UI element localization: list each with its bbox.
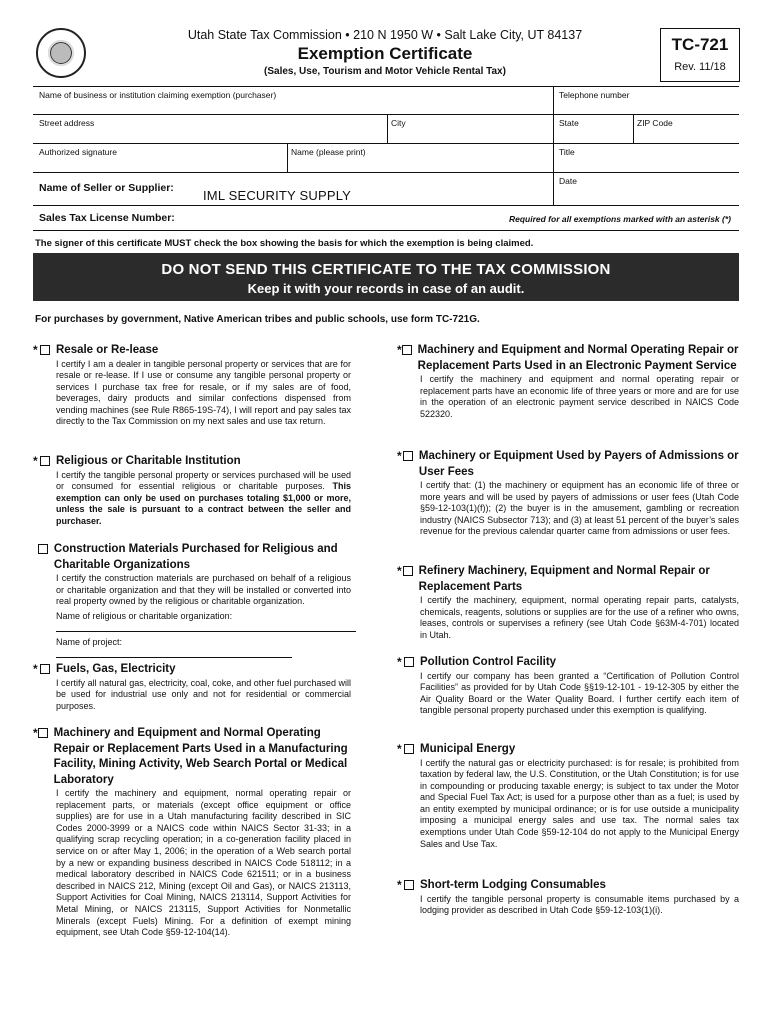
manufacturing-machinery-checkbox[interactable] <box>38 728 48 738</box>
section-body <box>56 470 351 528</box>
required-asterisk: * <box>33 454 38 468</box>
section-admissions-user-fees <box>397 449 739 538</box>
section-religious-charitable <box>33 454 351 527</box>
form-revision: Rev. 11/18 <box>674 61 726 73</box>
section-title: Machinery or Equipment Used by Payers of Admissions or User Fees <box>418 450 739 478</box>
zip-code-field[interactable]: ZIP Code <box>637 118 673 128</box>
section-electronic-payment <box>397 343 739 420</box>
section-body-text: I certify the tangible personal property or services purchased will be used or consumed for essential religious or charitable purposes. <box>56 469 351 492</box>
required-asterisk: * <box>397 564 402 578</box>
section-title: Construction Materials Purchased for Religious and Charitable Organizations <box>53 543 338 571</box>
section-title: Religious or Charitable Institution <box>56 455 241 467</box>
section-body: I certify I am a dealer in tangible personal property or services that are for resale or re-lease. If I use or consume any tangible personal property or services I purchase tax free for resale, or if my sales are of food, beverages, dairy products and similar confections dispensed from vending machines (see Rule R865-19S-74), I will report and pay sales tax directly to the Tax Commission on my next sales and use tax return. <box>56 358 351 427</box>
pollution-control-checkbox[interactable] <box>404 657 414 667</box>
purchaser-fields <box>33 86 739 231</box>
business-name-field[interactable]: Name of business or institution claiming exemption (purchaser) <box>39 90 277 100</box>
signer-instruction: The signer of this certificate MUST check the box showing the basis for which the exemption is being claimed. <box>35 238 534 249</box>
government-note: For purchases by government, Native American tribes and public schools, use form TC-721G. <box>35 314 480 325</box>
banner-sub-text: Keep it with your records in case of an audit. <box>247 281 525 296</box>
title-field[interactable]: Title <box>559 147 575 157</box>
required-asterisk: * <box>397 878 402 892</box>
section-title: Fuels, Gas, Electricity <box>56 663 176 675</box>
sales-tax-license-label[interactable]: Sales Tax License Number: <box>39 212 175 224</box>
authorized-signature-field[interactable]: Authorized signature <box>39 147 117 157</box>
section-body: I certify that: (1) the machinery or equipment has an economic life of three or more years and will be used by payers of admissions or user fees (Utah Code §59-12-103(1)(f)); (2) the buyer is in the amusement, gambling or recreation industry (NAICS Subsector 713); and (3) at least 51 percent of the buyer’s sales revenue for the previous calendar quarter came from admissions or user fees. <box>420 480 739 537</box>
project-name-row[interactable] <box>56 636 351 662</box>
city-field[interactable]: City <box>391 118 406 128</box>
seller-name-label: Name of Seller or Supplier: <box>39 182 174 194</box>
date-field[interactable]: Date <box>559 176 577 186</box>
section-body: I certify the machinery, equipment, normal operating repair parts, catalysts, chemicals, reagents, solutions or supplies are for the use of a refiner who owns, leases, controls or supervises a refinery (see Utah Code §63M-4-701) located in Utah. <box>420 595 739 640</box>
section-municipal-energy <box>397 742 739 850</box>
banner-main-text: DO NOT SEND THIS CERTIFICATE TO THE TAX COMMISSION <box>161 261 611 278</box>
section-body: I certify the machinery and equipment, normal operating repair or replacement parts, or materials (except office equipment or office supplies) are for use in a Utah manufacturing facility described in SIC Codes 2000-3999 or a NAICS code within NAICS Sector 31-33; in a qualifying scrap recycling operation; in a co-generation facility placed in service on or after May 1, 2006; in the operation of a Web search portal by a new or expanding business described in NAICS Code 518112; in a medical laboratory described in NAICS Code 621511; or in a business described in NAICS 212, Mining (except Oil and Gas), or NAICS 213113, Support Activities for Coal Mining, NAICS 213114, Support Activities for Metal Mining, or NAICS 213115, Support Activities for Nonmetallic Minerals (except Fuels) Mining. For a definition of exempt mining equipment, see Utah Code §59-12-104(14). <box>56 788 351 938</box>
refinery-checkbox[interactable] <box>403 566 413 576</box>
section-manufacturing-machinery <box>33 726 351 939</box>
admissions-user-fees-checkbox[interactable] <box>403 451 413 461</box>
section-title: Pollution Control Facility <box>420 656 557 668</box>
section-title: Machinery and Equipment and Normal Operating Repair or Replacement Parts Used in a Manufacturing Facility, Mining Activity, Web Search Portal or Medical Laboratory <box>53 727 348 786</box>
section-fuels-gas-electricity <box>33 662 351 712</box>
do-not-send-banner <box>33 253 739 301</box>
section-title: Short-term Lodging Consumables <box>420 879 606 891</box>
print-name-field[interactable]: Name (please print) <box>291 147 366 157</box>
required-asterisk: * <box>397 343 402 357</box>
telephone-field[interactable]: Telephone number <box>559 90 630 100</box>
required-asterisk: * <box>33 343 38 357</box>
section-body: I certify the construction materials are purchased on behalf of a religious or charitable organization and that they will be installed or converted into real property owned by the religious or charitable organization. <box>56 573 351 607</box>
state-field[interactable]: State <box>559 118 579 128</box>
required-asterisk: * <box>397 449 402 463</box>
religious-charitable-checkbox[interactable] <box>40 456 50 466</box>
section-body: I certify the tangible personal property is consumable items purchased by a lodging provider as described in Utah Code §59-12-103(1)(i). <box>420 893 739 916</box>
section-title: Refinery Machinery, Equipment and Normal Repair or Replacement Parts <box>418 565 710 593</box>
section-body-bold: This exemption can only be used on purchases totaling $1,000 or more, unless the sale is pursuant to a contract between the seller and purchaser. <box>56 481 351 526</box>
electronic-payment-checkbox[interactable] <box>402 345 412 355</box>
section-resale <box>33 343 351 428</box>
municipal-energy-checkbox[interactable] <box>404 744 414 754</box>
form-number-box <box>660 28 740 82</box>
organization-name-line[interactable] <box>56 623 351 636</box>
fuels-gas-electricity-checkbox[interactable] <box>40 664 50 674</box>
section-short-term-lodging <box>397 878 739 917</box>
short-term-lodging-checkbox[interactable] <box>404 880 414 890</box>
section-construction-materials <box>33 542 351 662</box>
required-note: Required for all exemptions marked with an asterisk (*) <box>508 214 731 224</box>
required-asterisk: * <box>33 726 38 740</box>
street-address-field[interactable]: Street address <box>39 118 95 128</box>
section-body: I certify our company has been granted a “Certification of Pollution Control Facilities” as provided for by Utah Code §§19-12-101 - 19-12-305 by either the Air Quality Board or the Water Quality Board. I further certify each item of tangible personal property purchased under this exemption is qualifying. <box>420 670 739 716</box>
form-number: TC-721 <box>671 35 729 54</box>
required-asterisk: * <box>33 662 38 676</box>
section-title: Machinery and Equipment and Normal Operating Repair or Replacement Parts Used in an Electronic Payment Service <box>417 344 739 372</box>
seller-name-value[interactable]: IML SECURITY SUPPLY <box>203 188 352 203</box>
resale-checkbox[interactable] <box>40 345 50 355</box>
section-body: I certify the natural gas or electricity purchased: is for resale; is prohibited from taxation by federal law, the U.S. Constitution, or the Utah Constitution; is for use in compounding or producing taxable energy; is subject to tax under the Motor and Special Fuel Tax Act; is used for a purpose other than as a fuel; is used by an entity exempted by municipal ordinance; or is for use outside a municipality imposing a municipal energy sales and use tax. The normal sales tax exemptions under Utah Code §59-12-104 do not apply to the Municipal Energy Sales and Use Tax. <box>420 757 739 849</box>
section-title: Resale or Re-lease <box>56 344 159 356</box>
section-title: Municipal Energy <box>420 743 516 755</box>
required-asterisk: * <box>397 742 402 756</box>
organization-name-label: Name of religious or charitable organization: <box>56 610 233 621</box>
construction-materials-checkbox[interactable] <box>38 544 48 554</box>
form-title: Exemption Certificate <box>297 44 473 63</box>
project-name-label: Name of project: <box>56 636 123 647</box>
section-body: I certify all natural gas, electricity, coal, coke, and other fuel purchased will be used for industrial use only and not for residential or commercial purposes. <box>56 677 351 711</box>
form-subtitle: (Sales, Use, Tourism and Motor Vehicle Rental Tax) <box>264 66 506 77</box>
section-pollution-control <box>397 655 739 717</box>
required-asterisk: * <box>397 655 402 669</box>
section-refinery <box>397 564 739 641</box>
agency-address: Utah State Tax Commission • 210 N 1950 W • Salt Lake City, UT 84137 <box>187 28 583 42</box>
section-body: I certify the machinery and equipment and normal operating repair or replacement parts have an economic life of three years or more and are for use in the operation of an electronic payment service described in NAICS Code 522320. <box>420 374 739 419</box>
